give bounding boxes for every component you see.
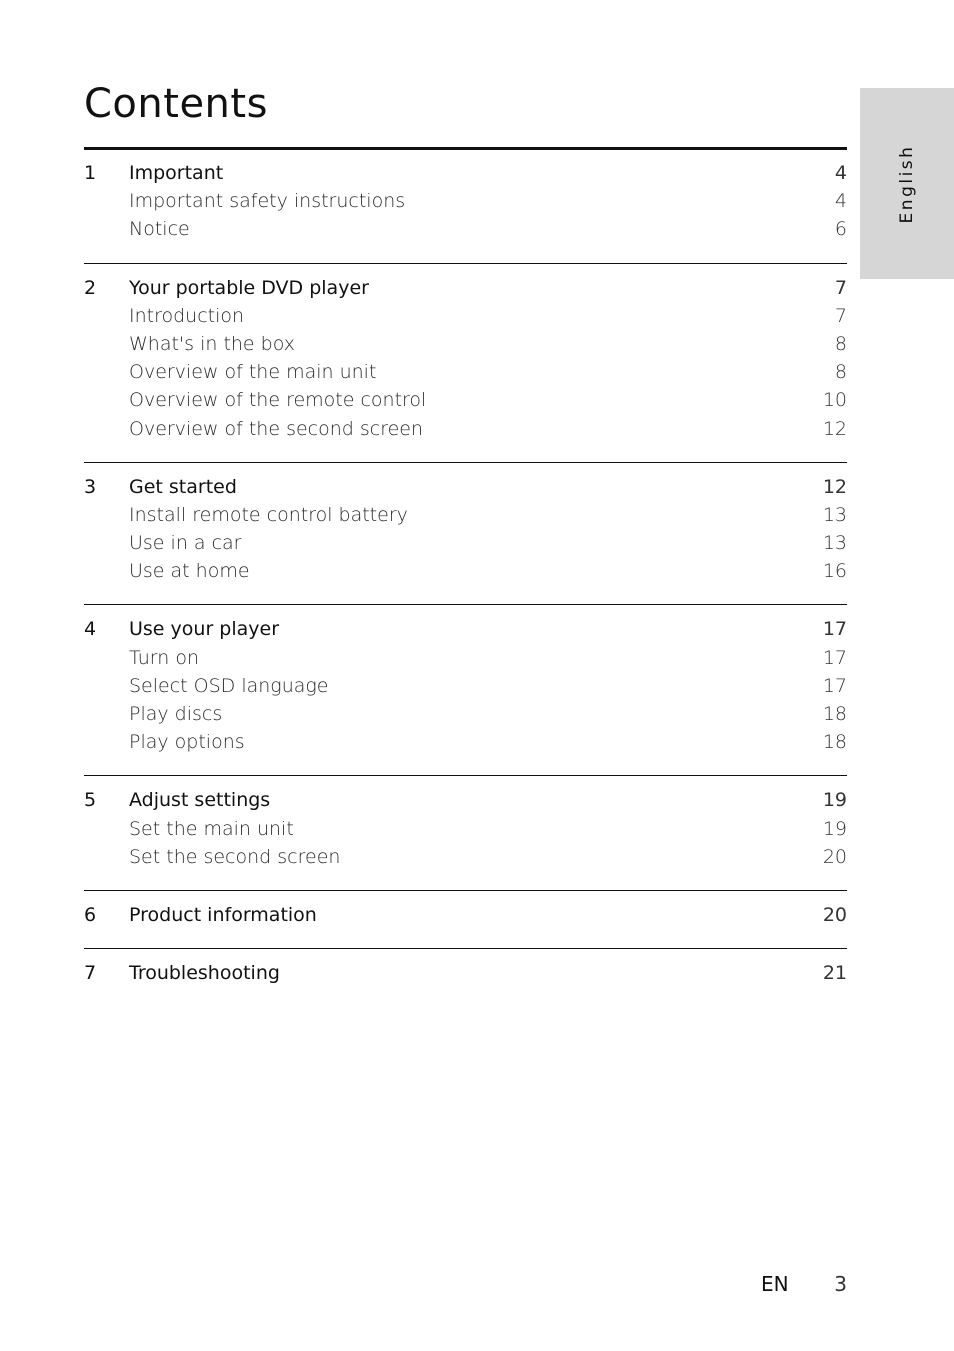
toc-chapter-entry[interactable] <box>84 277 847 305</box>
subsection-title: Introduction <box>129 304 245 327</box>
subsection-page-number: 8 <box>834 332 847 355</box>
toc-section <box>84 890 847 932</box>
chapter-number: 5 <box>84 789 97 812</box>
subsection-title: Overview of the main unit <box>129 361 377 384</box>
chapter-page-number: 20 <box>822 903 847 926</box>
toc-chapter-entry[interactable] <box>84 162 847 190</box>
subsection-title: Important safety instructions <box>129 190 406 213</box>
subsection-title: What's in the box <box>129 332 296 355</box>
chapter-page-number: 17 <box>822 618 847 641</box>
chapter-number: 2 <box>84 276 97 299</box>
chapter-number: 4 <box>84 618 97 641</box>
subsection-title: Select OSD language <box>129 674 329 697</box>
toc-subsection-entry[interactable] <box>84 731 847 759</box>
language-tab <box>860 88 954 279</box>
chapter-number: 7 <box>84 962 97 985</box>
chapter-title: Adjust settings <box>129 789 271 812</box>
toc-subsection-entry[interactable] <box>84 190 847 218</box>
toc-subsection-entry[interactable] <box>84 218 847 246</box>
chapter-title: Use your player <box>129 618 280 641</box>
subsection-page-number: 18 <box>822 703 847 725</box>
toc-subsection-entry[interactable] <box>84 418 847 446</box>
chapter-page-number: 21 <box>822 962 847 985</box>
footer-page-number: 3 <box>834 1272 847 1296</box>
subsection-title: Set the main unit <box>129 817 294 840</box>
chapter-title: Get started <box>129 475 237 498</box>
subsection-page-number: 8 <box>834 361 847 384</box>
toc-subsection-entry[interactable] <box>84 333 847 361</box>
language-tab-label: English <box>897 144 917 223</box>
subsection-title: Play discs <box>129 703 223 725</box>
toc-subsection-entry[interactable] <box>84 361 847 389</box>
subsection-title: Play options <box>129 731 245 754</box>
chapter-number: 1 <box>84 162 97 184</box>
subsection-page-number: 17 <box>822 674 847 697</box>
chapter-page-number: 7 <box>834 276 847 299</box>
chapter-page-number: 12 <box>822 475 847 498</box>
toc-section <box>84 263 847 446</box>
subsection-title: Use at home <box>129 560 250 583</box>
subsection-page-number: 16 <box>822 560 847 583</box>
toc-chapter-entry[interactable] <box>84 904 847 932</box>
toc-subsection-entry[interactable] <box>84 647 847 675</box>
toc-subsection-entry[interactable] <box>84 532 847 560</box>
toc-subsection-entry[interactable] <box>84 675 847 703</box>
subsection-title: Overview of the second screen <box>129 417 424 440</box>
toc-subsection-entry[interactable] <box>84 389 847 417</box>
subsection-title: Notice <box>129 218 190 241</box>
toc-subsection-entry[interactable] <box>84 504 847 532</box>
chapter-title: Important <box>129 162 224 184</box>
toc-subsection-entry[interactable] <box>84 703 847 731</box>
toc-subsection-entry[interactable] <box>84 305 847 333</box>
toc-chapter-entry[interactable] <box>84 476 847 504</box>
subsection-page-number: 18 <box>822 731 847 754</box>
subsection-title: Install remote control battery <box>129 503 408 526</box>
subsection-title: Turn on <box>129 646 199 669</box>
toc-chapter-entry[interactable] <box>84 962 847 990</box>
toc-section <box>84 462 847 589</box>
subsection-page-number: 10 <box>822 389 847 412</box>
toc-chapter-entry[interactable] <box>84 789 847 817</box>
page-title: Contents <box>84 81 268 127</box>
subsection-page-number: 12 <box>822 417 847 440</box>
toc-chapter-entry[interactable] <box>84 618 847 646</box>
toc-subsection-entry[interactable] <box>84 560 847 588</box>
chapter-title: Your portable DVD player <box>129 276 369 299</box>
subsection-title: Set the second screen <box>129 845 341 868</box>
toc-subsection-entry[interactable] <box>84 846 847 874</box>
chapter-page-number: 4 <box>834 162 847 184</box>
table-of-contents <box>84 147 847 990</box>
chapter-title: Troubleshooting <box>129 962 280 985</box>
subsection-page-number: 4 <box>834 190 847 213</box>
subsection-title: Overview of the remote control <box>129 389 427 412</box>
subsection-page-number: 6 <box>834 218 847 241</box>
subsection-page-number: 17 <box>822 646 847 669</box>
toc-section <box>84 948 847 990</box>
chapter-number: 3 <box>84 475 97 498</box>
subsection-page-number: 13 <box>822 503 847 526</box>
chapter-number: 6 <box>84 903 97 926</box>
subsection-title: Use in a car <box>129 532 242 555</box>
chapter-title: Product information <box>129 903 317 926</box>
toc-section <box>84 604 847 759</box>
subsection-page-number: 19 <box>822 817 847 840</box>
chapter-page-number: 19 <box>822 789 847 812</box>
footer-language-code: EN <box>761 1272 789 1296</box>
toc-section <box>84 147 847 247</box>
subsection-page-number: 20 <box>822 845 847 868</box>
toc-subsection-entry[interactable] <box>84 818 847 846</box>
toc-section <box>84 775 847 874</box>
subsection-page-number: 13 <box>822 532 847 555</box>
subsection-page-number: 7 <box>834 304 847 327</box>
